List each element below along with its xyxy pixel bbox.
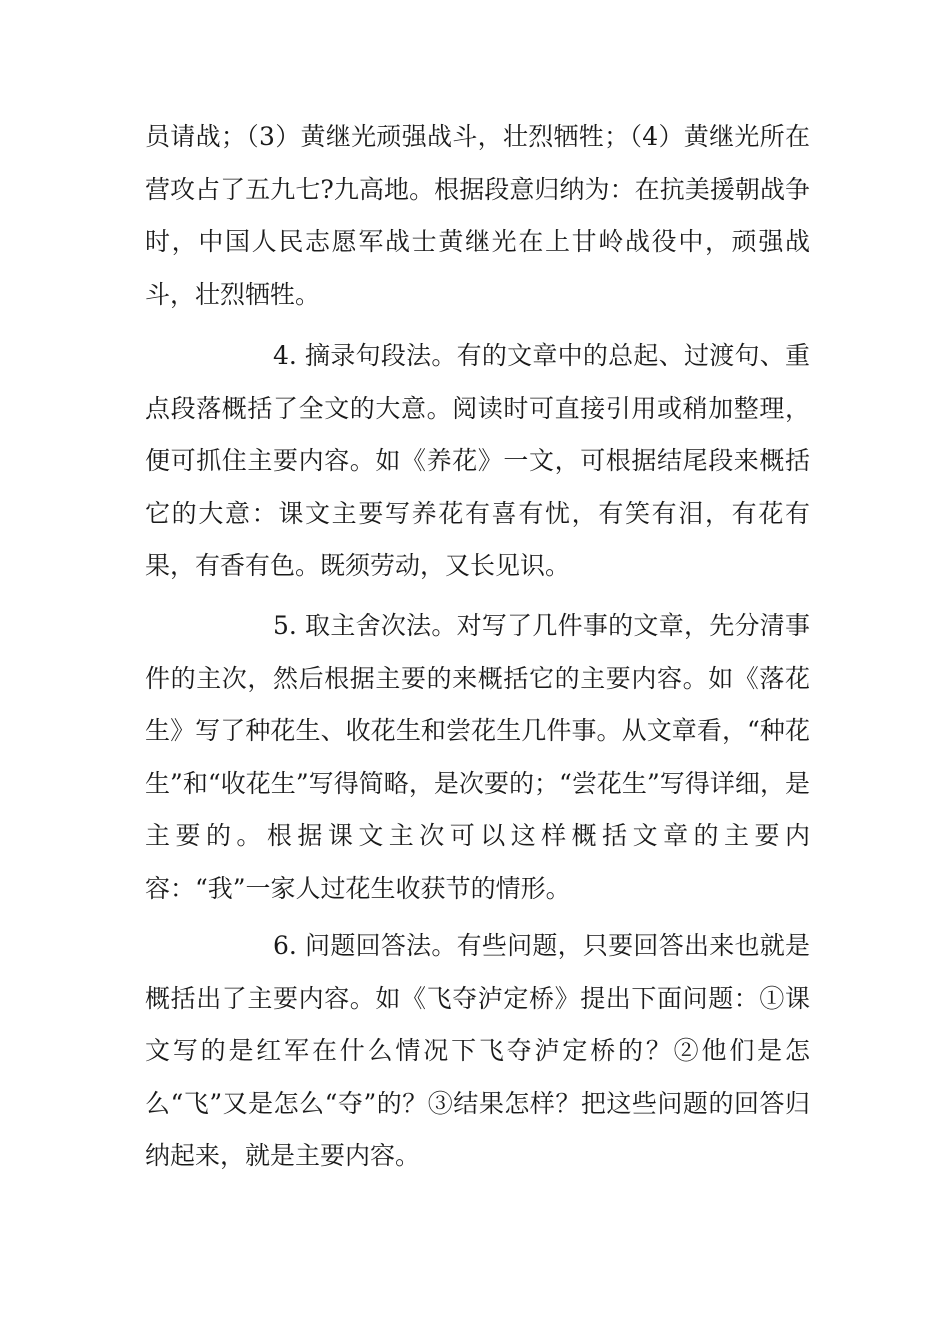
paragraph-method-5: 5. 取主舍次法。对写了几件事的文章，先分清事件的主次，然后根据主要的来概括它的主要内容。如《落花生》写了种花生、收花生和尝花生几件事。从文章看，“种花生”和“收花生”写得简略，是次要的；“尝花生”写得详细，是主要的。根据课文主次可以这样概括文章的主要内容：“我”一家人过花生收获节的情形。 (145, 611, 810, 903)
paragraph-continuation: 员请战；（3）黄继光顽强战斗，壮烈牺牲；（4）黄继光所在营攻占了五九七?九高地。根据段意归纳为：在抗美援朝战争时，中国人民志愿军战士黄继光在上甘岭战役中，顽强战斗，壮烈牺牲。 (145, 122, 810, 309)
paragraph-method-4: 4. 摘录句段法。有的文章中的总起、过渡句、重点段落概括了全文的大意。阅读时可直接引用或稍加整理，便可抓住主要内容。如《养花》一文，可根据结尾段来概括它的大意：课文主要写养花有喜有忧，有笑有泪，有花有果，有香有色。既须劳动，又长见识。 (145, 341, 810, 580)
paragraph-method-6: 6. 问题回答法。有些问题，只要回答出来也就是概括出了主要内容。如《飞夺泸定桥》提出下面问题：①课文写的是红军在什么情况下飞夺泸定桥的？②他们是怎么“飞”又是怎么“夺”的？③结果怎样？把这些问题的回答归纳起来，就是主要内容。 (145, 931, 810, 1170)
